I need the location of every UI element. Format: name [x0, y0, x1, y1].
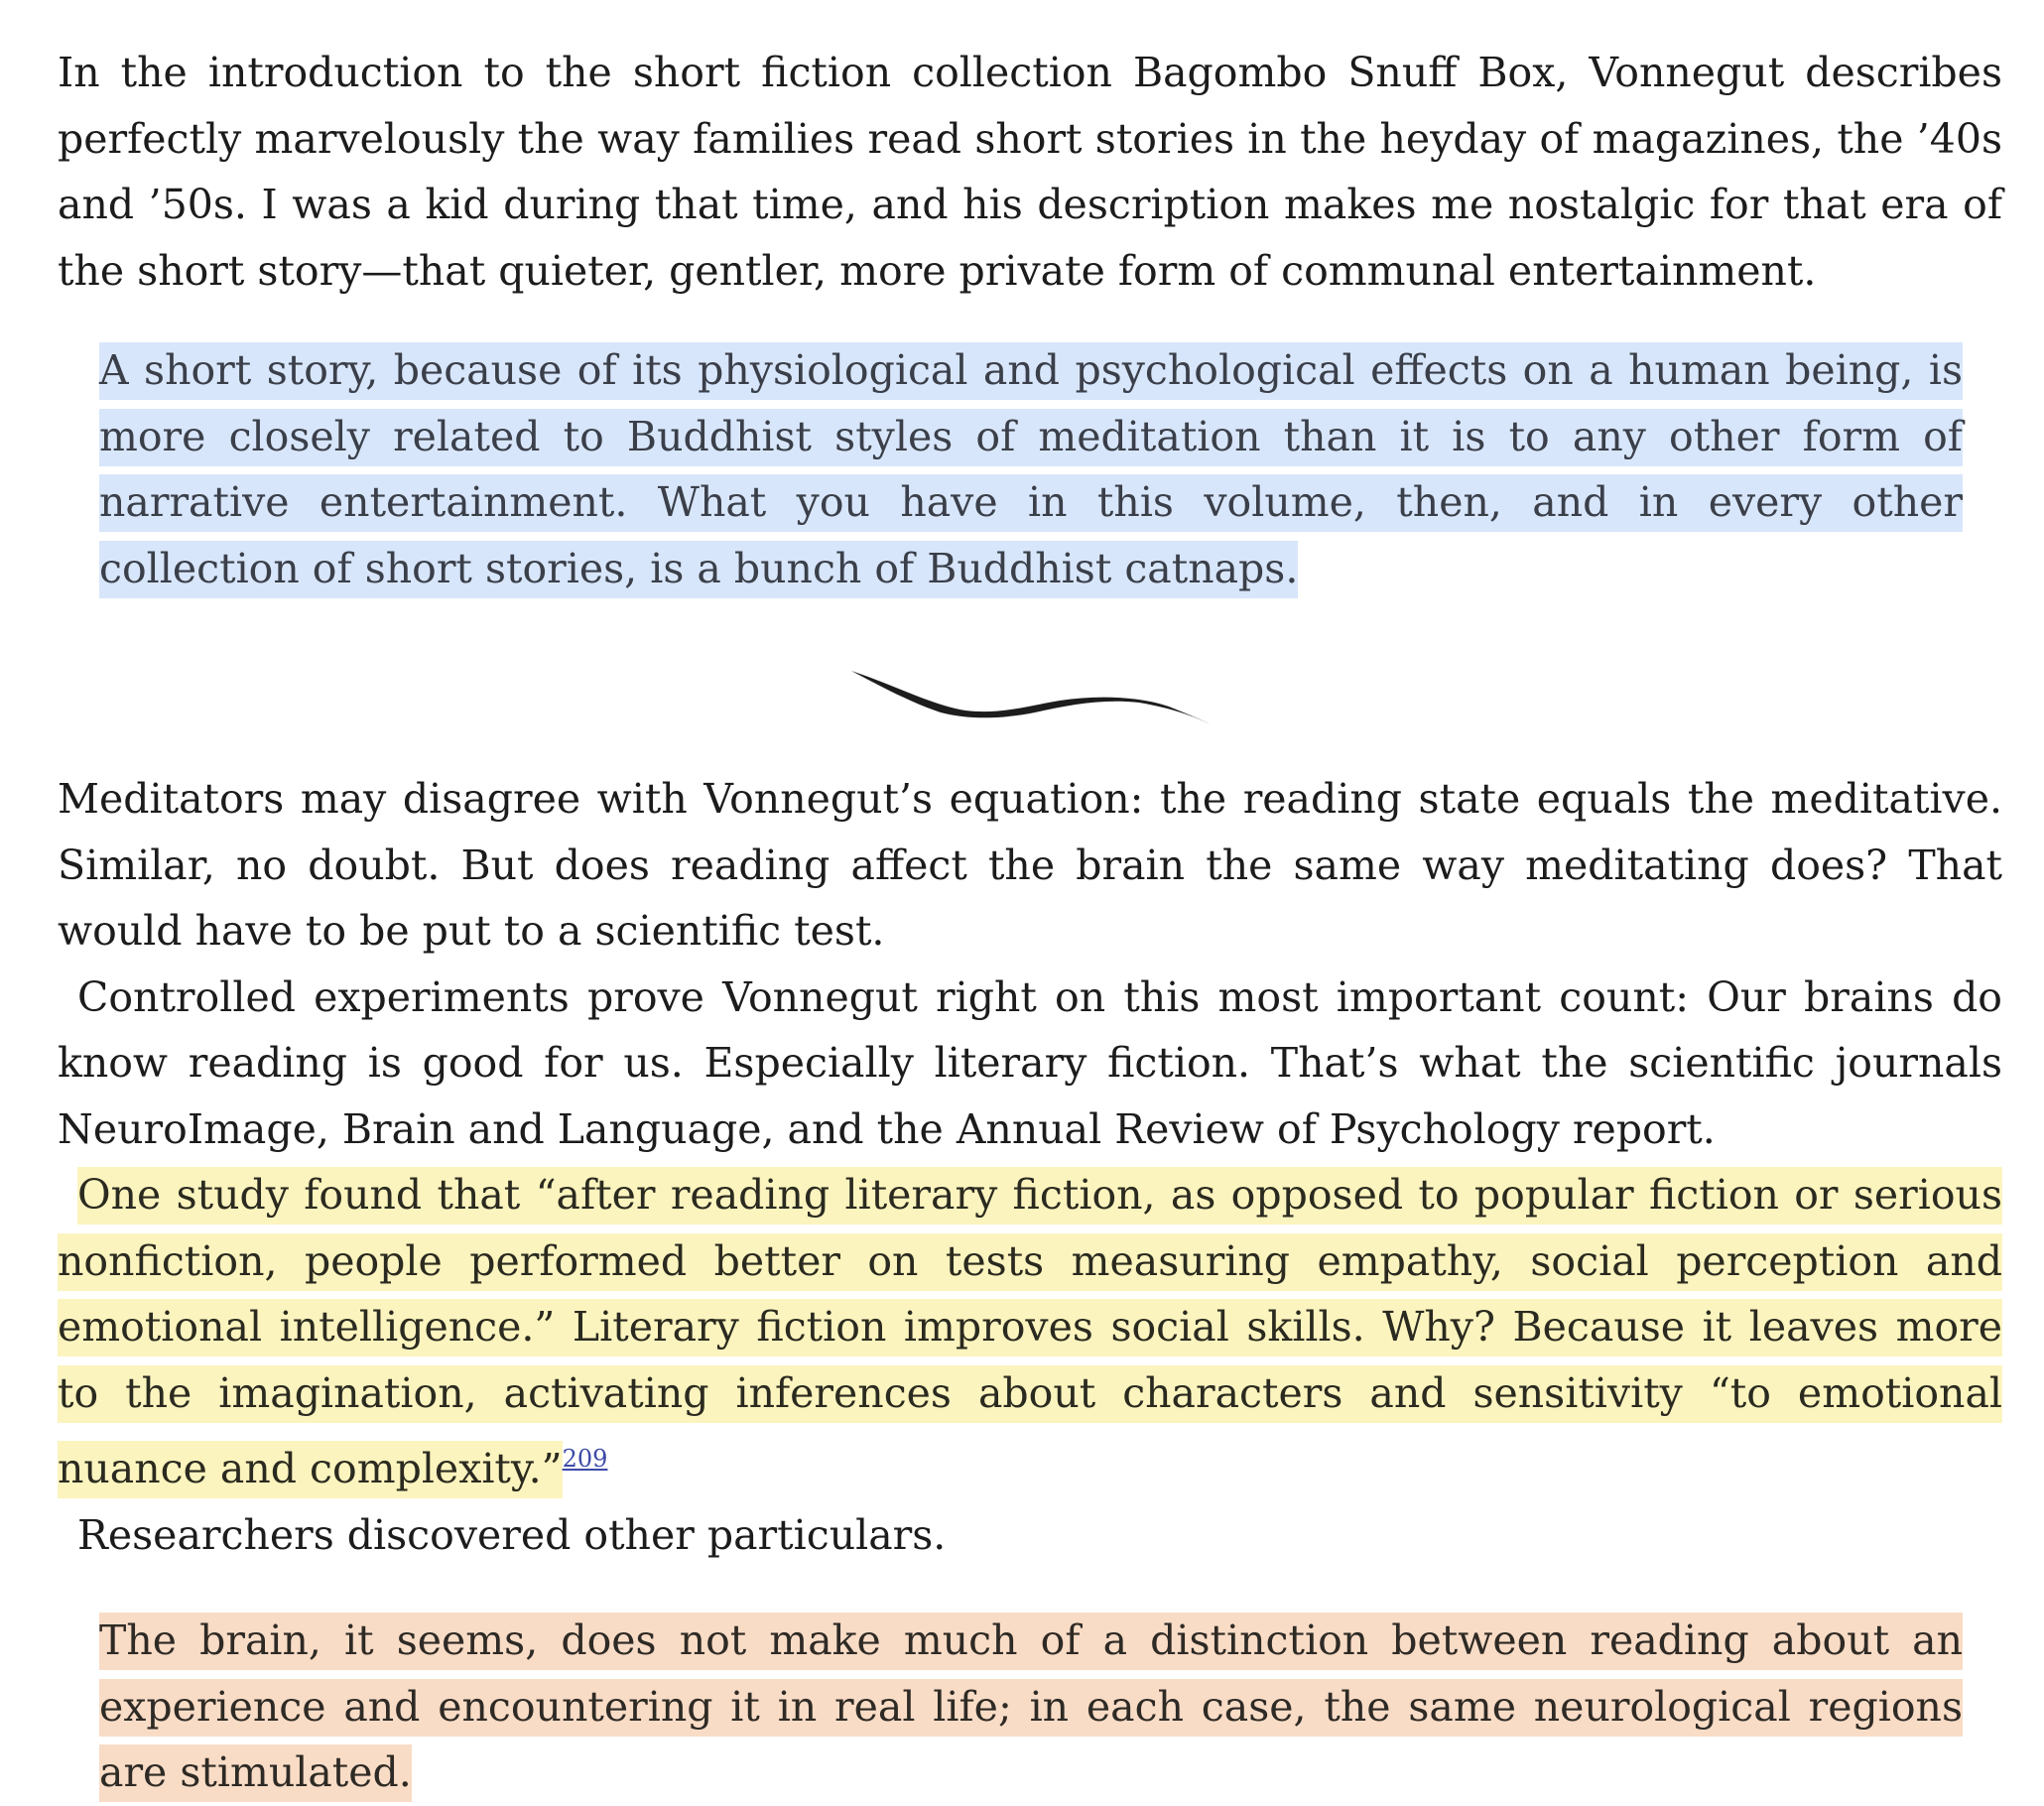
paragraph-researchers-text[interactable]: Researchers discovered other particulars.	[77, 1510, 947, 1559]
highlight-blue[interactable]: A short story, because of its physiological and psychological effects on a human being, is more closely related to Buddhist styles of meditation than it is to any other form of narrative entertainment. What you have in this volume, then, and in every other collection of short stories, is a bunch of Buddhist catnaps.	[99, 342, 1963, 598]
highlight-orange[interactable]: The brain, it seems, does not make much of a distinction between reading about an experience and encountering it in real life; in each case, the same neurological regions are stimulated.	[99, 1612, 1963, 1802]
paragraph-experiments-text[interactable]: Controlled experiments prove Vonnegut right on this most important count: Our brains do know reading is good for us. Especially literary fiction. That’s what the scientific journals NeuroImage, Brain and Language, and the Annual Review of Psychology report.	[58, 972, 2002, 1153]
blockquote-vonnegut	[99, 337, 1963, 601]
brush-stroke-divider-icon	[841, 643, 1218, 732]
paragraph-intro	[58, 40, 2002, 304]
paragraph-experiments	[58, 965, 2002, 1163]
paragraph-meditators-text[interactable]: Meditators may disagree with Vonnegut’s equation: the reading state equals the meditative. Similar, no doubt. But does reading affect the brain the same way meditating does? That would have to be put to a scientific test.	[58, 775, 2002, 955]
paragraph-researchers	[58, 1502, 2002, 1569]
reader-page	[58, 40, 2002, 1806]
paragraph-intro-text[interactable]: In the introduction to the short fiction collection Bagombo Snuff Box, Vonnegut describes perfectly marvelously the way families read short stories in the heyday of magazines, the ’40s and ’50s. I was a kid during that time, and his description makes me nostalgic for that era of the short story—that quieter, gentler, more private form of communal entertainment.	[58, 49, 2002, 295]
blockquote-brain	[99, 1608, 1963, 1806]
footnote-link[interactable]: 209	[562, 1445, 608, 1473]
paragraph-meditators	[58, 766, 2002, 965]
highlight-yellow[interactable]: One study found that “after reading literary fiction, as opposed to popular fiction or serious nonfiction, people performed better on tests measuring empathy, social perception and emotional intelligence.” Literary fiction improves social skills. Why? Because it leaves more to the imagination, activating inferences about characters and sensitivity “to emotional nuance and complexity.”	[58, 1167, 2002, 1498]
paragraph-study	[58, 1162, 2002, 1502]
